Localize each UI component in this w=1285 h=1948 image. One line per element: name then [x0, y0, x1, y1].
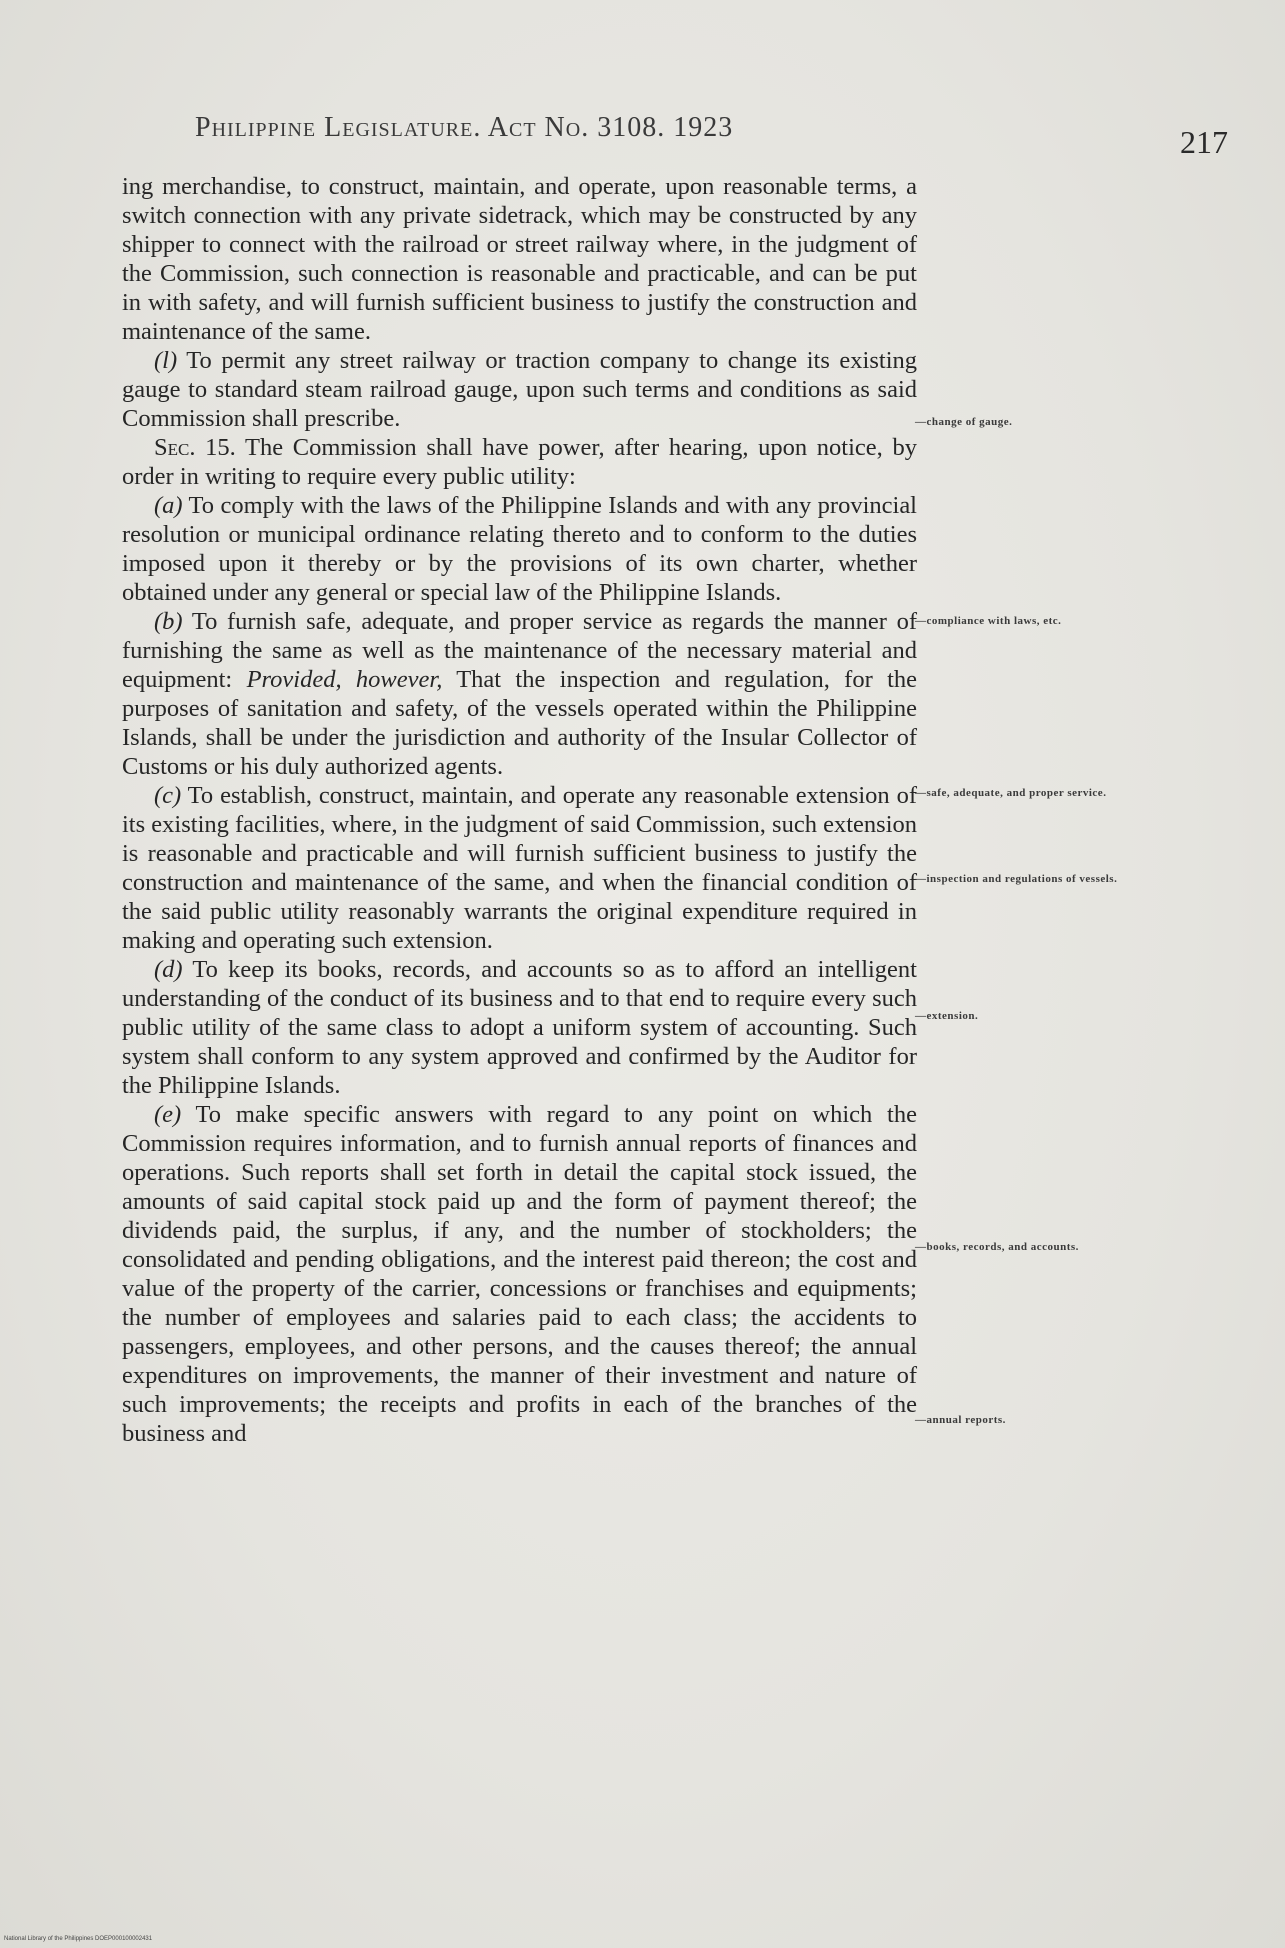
paragraph-switch-connection: ing merchandise, to construct, maintain, and operate, upon reasonable terms, a switch connection with any private sidetrack, which may be constructed by any shipper to connect with the railroad or street railway where, in the judgment of the Commission, such connection is reasonable and practicable, and can be put in with safety, and will furnish sufficient business to justify the construction and maintenance of the same. — [122, 173, 917, 345]
clause-marker-a: (a) — [154, 492, 183, 519]
paragraph-e-text: To make specific answers with regard to any point on which the Commission requires information, and to furnish annual reports of finances and operations. Such reports shall set forth in detail the capital stock issued, the amounts of said capital stock paid up and the form of payment thereof; the dividends paid, the surplus, if any, and the number of stockholders; the consolidated and pending obligations, and the interest paid thereon; the cost and value of the property of the carrier, concessions or franchises and equipments; the number of employees and salaries paid to each class; the accidents to passengers, employees, and other persons, and the causes thereof; the annual expenditures on improvements, the manner of their investment and nature of such improvements; the receipts and profits in each of the branches of the business and — [122, 1101, 917, 1447]
proviso-text: Provided, however, — [246, 666, 443, 693]
paragraph-b-text-1: To furnish safe, adequate, and proper service as regards the manner of furnishing the same as well as the maintenance of the necessary material and equipment: — [122, 608, 917, 693]
clause-marker-e: (e) — [154, 1101, 182, 1128]
clause-marker-d: (d) — [154, 956, 183, 983]
paragraph-d-text: To keep its books, records, and accounts so as to afford an intelligent understanding of the conduct of its business and to that end to require every such public utility of the same class to adopt a uniform system of accounting. Such system shall conform to any system approved and confirmed by the Auditor for the Philippine Islands. — [122, 956, 917, 1099]
paragraph-section-15 — [122, 433, 917, 491]
margin-note-compliance: —compliance with laws, etc. — [915, 615, 1062, 627]
page-number: 217 — [1180, 124, 1228, 160]
running-head: Philippine Legislature. Act No. 3108. 1923 — [195, 112, 734, 143]
paragraph-b-text-2: That the inspection and regulation, for the purposes of sanitation and safety, of the vessels operated within the Philippine Islands, shall be under the jurisdiction and authority of the Insular Collector of Customs or his duly authorized agents. — [122, 666, 918, 780]
margin-note-extension: —extension. — [915, 1010, 979, 1022]
paragraph-a-text: To comply with the laws of the Philippine Islands and with any provincial resolution or municipal ordinance relating thereto and to conform to the duties imposed upon it thereby or by the provisions of its own charter, whether obtained under any general or special law of the Philippine Islands. — [122, 492, 917, 606]
paragraph-c-extension — [122, 781, 917, 955]
clause-marker-b: (b) — [154, 608, 183, 635]
margin-note-books: —books, records, and accounts. — [915, 1241, 1079, 1253]
clause-marker-l: (l) — [154, 347, 178, 374]
paragraph-b-service — [122, 607, 917, 781]
paragraph-a-compliance — [122, 491, 917, 607]
paragraph-e-reports — [122, 1100, 917, 1448]
paragraph-l-gauge — [122, 346, 917, 433]
body-text — [122, 172, 917, 1448]
margin-note-inspection: —inspection and regulations of vessels. — [915, 873, 1118, 885]
section-15-text: The Commission shall have power, after hearing, upon notice, by order in writing to require every public utility: — [122, 434, 917, 490]
paragraph-d-books — [122, 955, 917, 1100]
clause-marker-c: (c) — [154, 782, 182, 809]
archive-credit: National Library of the Philippines DOEP000100002431 — [4, 1936, 153, 1942]
section-marker-15: Sec. 15. — [154, 434, 236, 461]
margin-note-annual-reports: —annual reports. — [915, 1414, 1006, 1426]
margin-note-change-of-gauge: —change of gauge. — [915, 416, 1013, 428]
margin-note-safe-service: —safe, adequate, and proper service. — [915, 787, 1107, 799]
paragraph-l-text: To permit any street railway or traction company to change its existing gauge to standard steam railroad gauge, upon such terms and conditions as said Commission shall prescribe. — [122, 347, 917, 432]
paragraph-c-text: To establish, construct, maintain, and operate any reasonable extension of its existing facilities, where, in the judgment of said Commission, such extension is reasonable and practicable and will furnish sufficient business to justify the construction and maintenance of the same, and when the financial condition of the said public utility reasonably warrants the original expenditure required in making and operating such extension. — [122, 782, 917, 954]
